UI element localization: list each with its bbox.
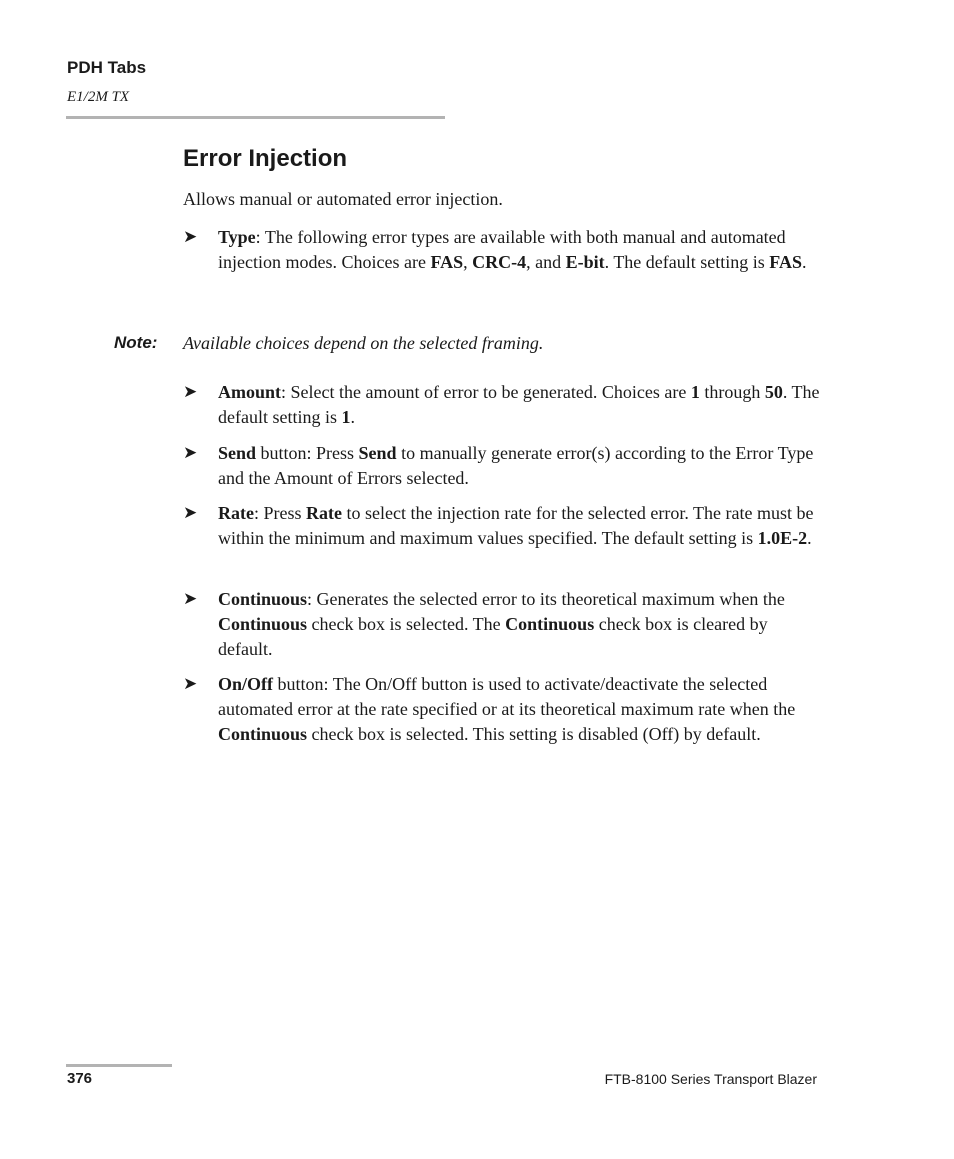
text: . The default setting is (604, 251, 770, 272)
continuous-label: Continuous (218, 613, 308, 634)
header-subsection: E1/2M TX (67, 89, 130, 105)
bullet-text (218, 441, 823, 491)
send-label: Send (358, 443, 397, 463)
choice-fas: FAS (430, 251, 464, 272)
bullet-continuous (183, 587, 823, 661)
text: check box is selected. The (307, 613, 506, 634)
default-rate: 1.0E-2 (757, 527, 808, 548)
note-label: Note: (114, 333, 158, 352)
text: check box is cleared by default. (218, 613, 768, 659)
text: to select the injection rate for the selected error. The rate must be within the minimum and maximum values specified. The default setting is (218, 503, 814, 548)
continuous-label: Continuous (505, 613, 595, 634)
bullet-arrow-icon: ➤ (183, 674, 198, 694)
text: button: Press (256, 443, 359, 463)
text: to manually generate error(s) according to the Error Type and the Amount of Errors selected. (218, 443, 814, 488)
term-rate: Rate (218, 503, 254, 523)
term-send: Send (218, 443, 257, 463)
note-text: Available choices depend on the selected framing. (183, 333, 544, 353)
bullet-onoff (183, 672, 823, 746)
page-title: Error Injection (183, 145, 348, 172)
bullet-type (183, 225, 823, 275)
choice-min: 1 (690, 382, 700, 402)
bullet-amount (183, 380, 823, 430)
continuous-label: Continuous (218, 723, 308, 744)
bullet-text (218, 225, 823, 275)
text: check box is selected. This setting is disabled (Off) by default. (307, 723, 761, 744)
bullet-arrow-icon: ➤ (183, 589, 198, 609)
bullet-rate (183, 501, 823, 551)
text: through (699, 382, 765, 402)
bullet-arrow-icon: ➤ (183, 382, 198, 402)
footer-doc-title: FTB-8100 Series Transport Blazer (604, 1071, 817, 1087)
text: . (801, 251, 807, 272)
term-type: Type (218, 227, 256, 247)
choice-ebit: E-bit (565, 251, 605, 272)
term-amount: Amount (218, 382, 282, 402)
bullet-arrow-icon: ➤ (183, 503, 198, 523)
text: , (463, 251, 473, 272)
text: . (350, 406, 355, 427)
choice-crc4: CRC-4 (472, 251, 527, 272)
choice-max: 50 (764, 382, 783, 402)
text: : Press (253, 503, 306, 523)
text: . The default setting is (218, 382, 820, 427)
bullet-text (218, 672, 823, 746)
intro-paragraph: Allows manual or automated error injection. (183, 189, 503, 209)
page-number: 376 (67, 1070, 93, 1087)
term-onoff: On/Off (218, 674, 274, 694)
bullet-text (218, 587, 823, 661)
footer-divider (66, 1064, 172, 1067)
text: button: The On/Off button is used to activate/deactivate the selected automated error at the rate specified or at its theoretical maximum rate when the (218, 674, 796, 719)
text: : Generates the selected error to its theoretical maximum when the (307, 589, 785, 609)
text: . (807, 527, 812, 548)
bullet-send (183, 441, 823, 491)
header-section-title: PDH Tabs (67, 58, 147, 77)
text: : Select the amount of error to be generated. Choices are (281, 382, 691, 402)
text: : The following error types are available with both manual and automated injection modes. Choices are (218, 227, 786, 272)
text: , and (526, 251, 566, 272)
rate-label: Rate (306, 503, 342, 523)
term-continuous: Continuous (218, 589, 308, 609)
default-fas: FAS (769, 251, 802, 272)
bullet-arrow-icon: ➤ (183, 443, 198, 463)
default-amount: 1 (341, 406, 351, 427)
bullet-text (218, 380, 823, 430)
bullet-arrow-icon: ➤ (183, 227, 198, 247)
header-divider (66, 116, 445, 119)
bullet-text (218, 501, 823, 551)
